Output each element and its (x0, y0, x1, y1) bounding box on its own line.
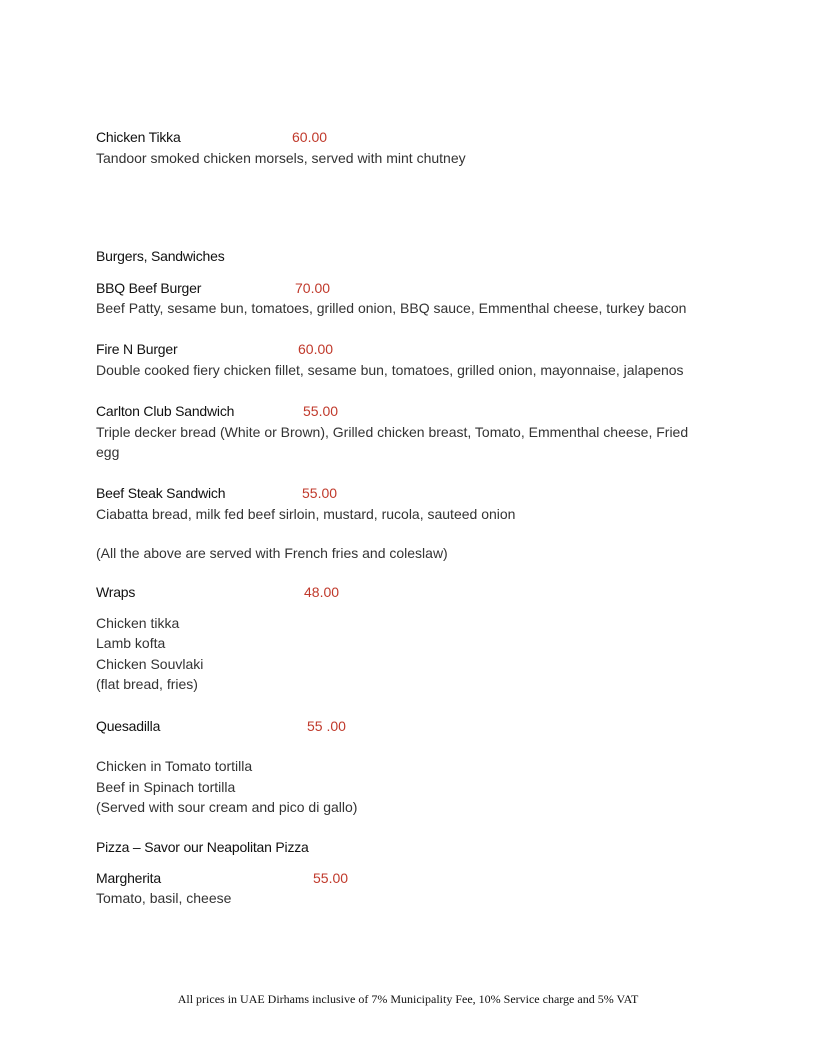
item-price-fire-burger: 60.00 (298, 341, 334, 357)
item-name-carlton: Carlton Club Sandwich (96, 403, 235, 419)
item-desc-bbq-burger: Beef Patty, sesame bun, tomatoes, grilled onion, BBQ sauce, Emmenthal cheese, turkey bacon (96, 300, 687, 316)
item-price-chicken-tikka: 60.00 (292, 129, 328, 145)
item-name-beef-steak: Beef Steak Sandwich (96, 485, 226, 501)
item-name-wraps: Wraps (96, 584, 136, 600)
item-desc-beef-steak: Ciabatta bread, milk fed beef sirloin, mustard, rucola, sauteed onion (96, 506, 516, 522)
item-name-bbq-burger: BBQ Beef Burger (96, 280, 202, 296)
item-desc-chicken-tikka: Tandoor smoked chicken morsels, served with mint chutney (96, 150, 466, 166)
section-heading-pizza: Pizza – Savor our Neapolitan Pizza (96, 839, 309, 855)
section-heading-burgers: Burgers, Sandwiches (96, 248, 225, 264)
wraps-option: Chicken Souvlaki (96, 656, 204, 672)
served-with-note: (All the above are served with French fries and coleslaw) (96, 545, 448, 561)
quesadilla-option: Beef in Spinach tortilla (96, 779, 236, 795)
quesadilla-option: Chicken in Tomato tortilla (96, 758, 253, 774)
item-price-quesadilla: 55 .00 (307, 718, 346, 734)
item-price-wraps: 48.00 (304, 584, 340, 600)
wraps-option: Chicken tikka (96, 615, 180, 631)
item-name-quesadilla: Quesadilla (96, 718, 161, 734)
item-price-beef-steak: 55.00 (302, 485, 338, 501)
price-footer-note: All prices in UAE Dirhams inclusive of 7% Municipality Fee, 10% Service charge and 5% VAT (177, 992, 639, 1006)
wraps-option: Lamb kofta (96, 635, 166, 651)
item-price-carlton: 55.00 (303, 403, 339, 419)
item-desc-carlton-line2: egg (96, 444, 120, 460)
item-name-chicken-tikka: Chicken Tikka (96, 129, 181, 145)
item-desc-fire-burger: Double cooked fiery chicken fillet, sesame bun, tomatoes, grilled onion, mayonnaise, jalapenos (96, 362, 684, 378)
item-name-margherita: Margherita (96, 870, 161, 886)
item-price-bbq-burger: 70.00 (295, 280, 331, 296)
item-desc-carlton-line1: Triple decker bread (White or Brown), Grilled chicken breast, Tomato, Emmenthal cheese, Fried (96, 424, 689, 440)
quesadilla-note: (Served with sour cream and pico di gallo) (96, 799, 358, 815)
wraps-note: (flat bread, fries) (96, 676, 198, 692)
item-price-margherita: 55.00 (313, 870, 349, 886)
item-desc-margherita: Tomato, basil, cheese (96, 890, 232, 906)
item-name-fire-burger: Fire N Burger (96, 341, 178, 357)
